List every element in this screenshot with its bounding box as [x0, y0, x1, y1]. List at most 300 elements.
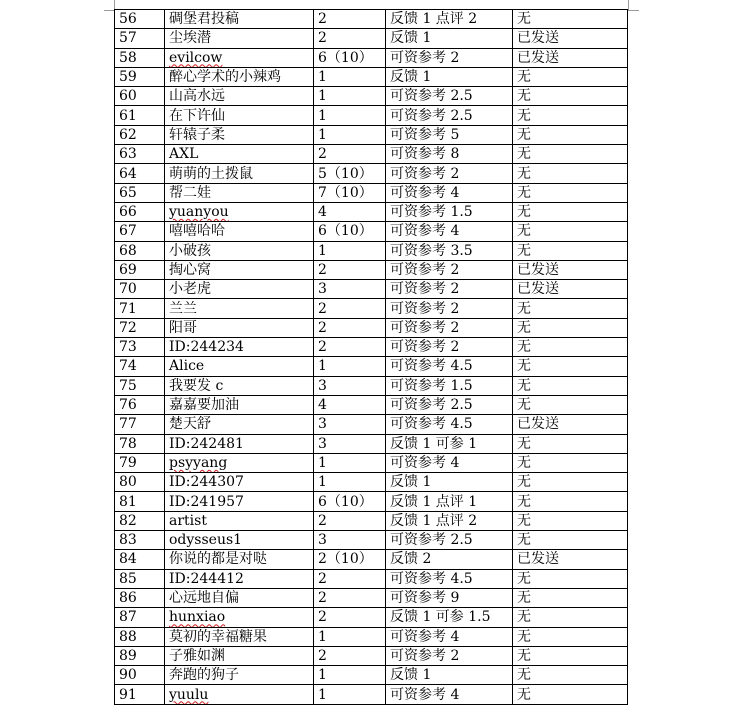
no-text: 57 [119, 30, 137, 47]
cell-no[interactable] [115, 608, 165, 627]
cell-no[interactable] [115, 29, 165, 48]
cell-count[interactable] [314, 222, 386, 241]
cell-name[interactable] [165, 164, 314, 183]
table-row [115, 125, 628, 144]
no-text: 82 [119, 512, 137, 529]
cell-feedback[interactable] [386, 357, 513, 376]
cell-no[interactable] [115, 222, 165, 241]
cell-feedback[interactable] [386, 395, 513, 414]
cell-status[interactable] [513, 395, 628, 414]
count-text: 1 [318, 69, 327, 86]
status-text: 无 [517, 397, 531, 414]
cell-no[interactable] [115, 125, 165, 144]
cell-name[interactable] [165, 106, 314, 125]
table-row [115, 569, 628, 588]
page-corner-mark-right [628, 0, 639, 11]
cell-status[interactable] [513, 145, 628, 164]
count-text: 2 [318, 570, 327, 587]
cell-name[interactable] [165, 280, 314, 299]
cell-no[interactable] [115, 67, 165, 86]
cell-feedback[interactable] [386, 531, 513, 550]
cell-name[interactable] [165, 67, 314, 86]
cell-no[interactable] [115, 511, 165, 530]
cell-status[interactable] [513, 318, 628, 337]
status-text: 无 [517, 165, 531, 182]
cell-count[interactable] [314, 67, 386, 86]
cell-no[interactable] [115, 434, 165, 453]
cell-count[interactable] [314, 473, 386, 492]
cell-feedback[interactable] [386, 453, 513, 472]
cell-status[interactable] [513, 202, 628, 221]
name-text: 帮二娃 [169, 184, 211, 201]
cell-status[interactable] [513, 608, 628, 627]
cell-no[interactable] [115, 299, 165, 318]
count-text: 2 [318, 146, 327, 163]
no-text: 73 [119, 339, 137, 356]
cell-no[interactable] [115, 280, 165, 299]
cell-feedback[interactable] [386, 202, 513, 221]
cell-no[interactable] [115, 10, 165, 29]
name-text: 尘埃潜 [169, 30, 211, 47]
name-text: odysseus1 [169, 532, 243, 549]
cell-status[interactable] [513, 106, 628, 125]
no-text: 85 [119, 570, 137, 587]
cell-name[interactable] [165, 569, 314, 588]
feedback-text: 可资参考 2 [390, 262, 460, 278]
cell-status[interactable] [513, 280, 628, 299]
cell-count[interactable] [314, 145, 386, 164]
cell-feedback[interactable] [386, 666, 513, 685]
cell-feedback[interactable] [386, 183, 513, 202]
status-text: 无 [517, 146, 531, 163]
feedback-text: 可资参考 2 [390, 49, 460, 66]
status-text: 无 [517, 435, 531, 452]
name-text: 嘻嘻哈哈 [169, 223, 225, 240]
cell-no[interactable] [115, 357, 165, 376]
no-text: 91 [119, 686, 137, 703]
cell-name[interactable] [165, 453, 314, 472]
table-row [115, 395, 628, 414]
no-text: 70 [119, 281, 137, 298]
status-text: 已发送 [517, 49, 559, 66]
cell-count[interactable] [314, 627, 386, 646]
count-text: 6（10） [318, 493, 373, 510]
no-text: 81 [119, 493, 137, 510]
cell-status[interactable] [513, 164, 628, 183]
table-row [115, 183, 628, 202]
cell-name[interactable] [165, 376, 314, 395]
cell-status[interactable] [513, 588, 628, 607]
cell-count[interactable] [314, 492, 386, 511]
cell-feedback[interactable] [386, 550, 513, 569]
cell-count[interactable] [314, 666, 386, 685]
cell-no[interactable] [115, 666, 165, 685]
cell-count[interactable] [314, 569, 386, 588]
submission-table [114, 9, 628, 705]
feedback-text: 反馈 1 可参 1 [390, 435, 478, 452]
cell-count[interactable] [314, 608, 386, 627]
name-text: 在下许仙 [169, 107, 225, 124]
table-row [115, 280, 628, 299]
table-row [115, 588, 628, 607]
cell-feedback[interactable] [386, 125, 513, 144]
cell-feedback[interactable] [386, 280, 513, 299]
name-text: AXL [169, 146, 199, 163]
count-text: 3 [318, 416, 327, 433]
name-text: 掏心窝 [169, 262, 211, 278]
cell-count[interactable] [314, 531, 386, 550]
cell-status[interactable] [513, 87, 628, 106]
cell-status[interactable] [513, 627, 628, 646]
no-text: 80 [119, 474, 137, 491]
cell-name[interactable] [165, 395, 314, 414]
cell-name[interactable] [165, 338, 314, 357]
cell-status[interactable] [513, 125, 628, 144]
feedback-text: 反馈 1 [390, 69, 432, 86]
no-text: 78 [119, 435, 137, 452]
cell-count[interactable] [314, 106, 386, 125]
cell-status[interactable] [513, 434, 628, 453]
name-text: 山高水远 [169, 88, 225, 105]
name-text: 小老虎 [169, 281, 211, 298]
cell-feedback[interactable] [386, 492, 513, 511]
cell-count[interactable] [314, 357, 386, 376]
cell-status[interactable] [513, 550, 628, 569]
cell-feedback[interactable] [386, 376, 513, 395]
no-text: 79 [119, 454, 137, 471]
cell-no[interactable] [115, 48, 165, 67]
cell-name[interactable] [165, 434, 314, 453]
cell-count[interactable] [314, 164, 386, 183]
table-row [115, 434, 628, 453]
cell-status[interactable] [513, 183, 628, 202]
cell-count[interactable] [314, 376, 386, 395]
count-text: 2 [318, 11, 327, 28]
cell-name[interactable] [165, 627, 314, 646]
cell-status[interactable] [513, 357, 628, 376]
cell-feedback[interactable] [386, 627, 513, 646]
count-text: 6（10） [318, 49, 373, 66]
cell-status[interactable] [513, 569, 628, 588]
cell-feedback[interactable] [386, 588, 513, 607]
cell-feedback[interactable] [386, 48, 513, 67]
cell-count[interactable] [314, 685, 386, 704]
cell-count[interactable] [314, 338, 386, 357]
cell-count[interactable] [314, 511, 386, 530]
cell-no[interactable] [115, 241, 165, 260]
cell-no[interactable] [115, 627, 165, 646]
cell-status[interactable] [513, 222, 628, 241]
cell-status[interactable] [513, 492, 628, 511]
cell-count[interactable] [314, 453, 386, 472]
feedback-text: 可资参考 2.5 [390, 107, 473, 124]
cell-status[interactable] [513, 260, 628, 279]
cell-no[interactable] [115, 164, 165, 183]
feedback-text: 反馈 1 [390, 474, 432, 491]
cell-no[interactable] [115, 145, 165, 164]
no-text: 75 [119, 377, 137, 394]
feedback-text: 可资参考 1.5 [390, 204, 473, 221]
table-row [115, 627, 628, 646]
status-text: 无 [517, 339, 531, 356]
feedback-text: 反馈 1 可参 1.5 [390, 609, 491, 626]
table-row [115, 550, 628, 569]
cell-no[interactable] [115, 453, 165, 472]
cell-count[interactable] [314, 87, 386, 106]
feedback-text: 可资参考 4 [390, 454, 460, 471]
status-text: 无 [517, 570, 531, 587]
cell-name[interactable] [165, 357, 314, 376]
cell-count[interactable] [314, 29, 386, 48]
cell-feedback[interactable] [386, 646, 513, 665]
count-text: 1 [318, 126, 327, 143]
cell-no[interactable] [115, 338, 165, 357]
status-text: 无 [517, 204, 531, 221]
cell-feedback[interactable] [386, 608, 513, 627]
status-text: 无 [517, 628, 531, 645]
cell-name[interactable] [165, 550, 314, 569]
cell-status[interactable] [513, 241, 628, 260]
cell-status[interactable] [513, 48, 628, 67]
cell-name[interactable] [165, 87, 314, 106]
cell-name[interactable] [165, 608, 314, 627]
no-text: 63 [119, 146, 137, 163]
cell-feedback[interactable] [386, 569, 513, 588]
cell-count[interactable] [314, 260, 386, 279]
status-text: 无 [517, 11, 531, 28]
status-text: 无 [517, 223, 531, 240]
cell-count[interactable] [314, 395, 386, 414]
status-text: 无 [517, 474, 531, 491]
cell-status[interactable] [513, 299, 628, 318]
cell-status[interactable] [513, 10, 628, 29]
cell-feedback[interactable] [386, 415, 513, 434]
cell-no[interactable] [115, 318, 165, 337]
count-text: 2 [318, 609, 327, 626]
cell-count[interactable] [314, 10, 386, 29]
no-text: 88 [119, 628, 137, 645]
status-text: 无 [517, 590, 531, 607]
cell-feedback[interactable] [386, 222, 513, 241]
count-text: 1 [318, 358, 327, 375]
name-text: 我要发 c [169, 377, 224, 394]
count-text: 3 [318, 532, 327, 549]
cell-name[interactable] [165, 29, 314, 48]
count-text: 3 [318, 377, 327, 394]
feedback-text: 可资参考 3.5 [390, 242, 473, 259]
cell-count[interactable] [314, 588, 386, 607]
count-text: 1 [318, 686, 327, 703]
status-text: 无 [517, 184, 531, 201]
cell-status[interactable] [513, 67, 628, 86]
cell-name[interactable] [165, 241, 314, 260]
feedback-text: 可资参考 2.5 [390, 397, 473, 414]
table-row [115, 453, 628, 472]
cell-feedback[interactable] [386, 145, 513, 164]
cell-count[interactable] [314, 550, 386, 569]
cell-count[interactable] [314, 299, 386, 318]
cell-count[interactable] [314, 280, 386, 299]
cell-feedback[interactable] [386, 10, 513, 29]
table-row [115, 29, 628, 48]
no-text: 86 [119, 590, 137, 607]
status-text: 已发送 [517, 551, 559, 568]
name-text: Alice [169, 358, 205, 375]
table-row [115, 492, 628, 511]
cell-name[interactable] [165, 666, 314, 685]
feedback-text: 可资参考 4.5 [390, 570, 473, 587]
table-row [115, 87, 628, 106]
cell-feedback[interactable] [386, 29, 513, 48]
count-text: 1 [318, 242, 327, 259]
status-text: 无 [517, 493, 531, 510]
status-text: 无 [517, 88, 531, 105]
feedback-text: 可资参考 4.5 [390, 416, 473, 433]
name-text: 阳哥 [169, 319, 197, 336]
count-text: 6（10） [318, 223, 373, 240]
cell-status[interactable] [513, 531, 628, 550]
status-text: 已发送 [517, 281, 559, 298]
feedback-text: 反馈 1 点评 2 [390, 512, 478, 529]
table-row [115, 666, 628, 685]
cell-feedback[interactable] [386, 434, 513, 453]
table-row [115, 318, 628, 337]
cell-feedback[interactable] [386, 338, 513, 357]
table-row [115, 106, 628, 125]
cell-count[interactable] [314, 415, 386, 434]
cell-count[interactable] [314, 318, 386, 337]
cell-status[interactable] [513, 473, 628, 492]
cell-feedback[interactable] [386, 164, 513, 183]
name-text: 子雅如渊 [169, 647, 225, 664]
count-text: 2 [318, 300, 327, 317]
no-text: 59 [119, 69, 137, 86]
count-text: 4 [318, 204, 327, 221]
cell-count[interactable] [314, 183, 386, 202]
no-text: 64 [119, 165, 137, 182]
count-text: 5（10） [318, 165, 373, 182]
cell-no[interactable] [115, 395, 165, 414]
status-text: 已发送 [517, 262, 559, 278]
cell-feedback[interactable] [386, 241, 513, 260]
cell-feedback[interactable] [386, 685, 513, 704]
cell-name[interactable] [165, 145, 314, 164]
cell-no[interactable] [115, 415, 165, 434]
cell-status[interactable] [513, 338, 628, 357]
cell-no[interactable] [115, 569, 165, 588]
cell-no[interactable] [115, 531, 165, 550]
no-text: 66 [119, 204, 137, 221]
cell-name[interactable] [165, 202, 314, 221]
cell-name[interactable] [165, 48, 314, 67]
table-row [115, 222, 628, 241]
cell-feedback[interactable] [386, 67, 513, 86]
cell-name[interactable] [165, 511, 314, 530]
cell-status[interactable] [513, 453, 628, 472]
cell-status[interactable] [513, 415, 628, 434]
feedback-text: 反馈 1 [390, 667, 432, 684]
cell-count[interactable] [314, 434, 386, 453]
count-text: 2（10） [318, 551, 373, 568]
no-text: 68 [119, 242, 137, 259]
name-text: 你说的都是对哒 [169, 551, 267, 568]
cell-no[interactable] [115, 685, 165, 704]
cell-feedback[interactable] [386, 473, 513, 492]
cell-name[interactable] [165, 222, 314, 241]
table-row [115, 241, 628, 260]
cell-no[interactable] [115, 202, 165, 221]
cell-count[interactable] [314, 646, 386, 665]
cell-status[interactable] [513, 29, 628, 48]
cell-no[interactable] [115, 646, 165, 665]
count-text: 1 [318, 474, 327, 491]
cell-no[interactable] [115, 492, 165, 511]
cell-count[interactable] [314, 241, 386, 260]
table-row [115, 415, 628, 434]
cell-name[interactable] [165, 318, 314, 337]
table-row [115, 608, 628, 627]
cell-feedback[interactable] [386, 318, 513, 337]
cell-feedback[interactable] [386, 511, 513, 530]
cell-status[interactable] [513, 376, 628, 395]
cell-name[interactable] [165, 588, 314, 607]
name-text: 奔跑的狗子 [169, 667, 239, 684]
cell-name[interactable] [165, 473, 314, 492]
cell-feedback[interactable] [386, 87, 513, 106]
name-text: psyyang [169, 454, 228, 471]
cell-status[interactable] [513, 666, 628, 685]
count-text: 1 [318, 454, 327, 471]
cell-no[interactable] [115, 550, 165, 569]
cell-status[interactable] [513, 685, 628, 704]
cell-feedback[interactable] [386, 106, 513, 125]
cell-no[interactable] [115, 588, 165, 607]
cell-feedback[interactable] [386, 260, 513, 279]
count-text: 4 [318, 397, 327, 414]
cell-no[interactable] [115, 260, 165, 279]
cell-name[interactable] [165, 492, 314, 511]
cell-feedback[interactable] [386, 299, 513, 318]
feedback-text: 可资参考 4 [390, 686, 460, 703]
no-text: 56 [119, 11, 137, 28]
table-row [115, 473, 628, 492]
cell-name[interactable] [165, 531, 314, 550]
cell-count[interactable] [314, 202, 386, 221]
cell-name[interactable] [165, 125, 314, 144]
cell-name[interactable] [165, 10, 314, 29]
cell-name[interactable] [165, 685, 314, 704]
cell-name[interactable] [165, 299, 314, 318]
no-text: 62 [119, 126, 137, 143]
cell-no[interactable] [115, 183, 165, 202]
feedback-text: 可资参考 2 [390, 339, 460, 356]
cell-count[interactable] [314, 48, 386, 67]
cell-name[interactable] [165, 646, 314, 665]
cell-count[interactable] [314, 125, 386, 144]
cell-status[interactable] [513, 511, 628, 530]
no-text: 58 [119, 49, 137, 66]
cell-no[interactable] [115, 376, 165, 395]
cell-no[interactable] [115, 106, 165, 125]
cell-status[interactable] [513, 646, 628, 665]
cell-no[interactable] [115, 473, 165, 492]
cell-name[interactable] [165, 260, 314, 279]
cell-name[interactable] [165, 415, 314, 434]
cell-no[interactable] [115, 87, 165, 106]
cell-name[interactable] [165, 183, 314, 202]
feedback-text: 可资参考 2 [390, 647, 460, 664]
status-text: 无 [517, 358, 531, 375]
